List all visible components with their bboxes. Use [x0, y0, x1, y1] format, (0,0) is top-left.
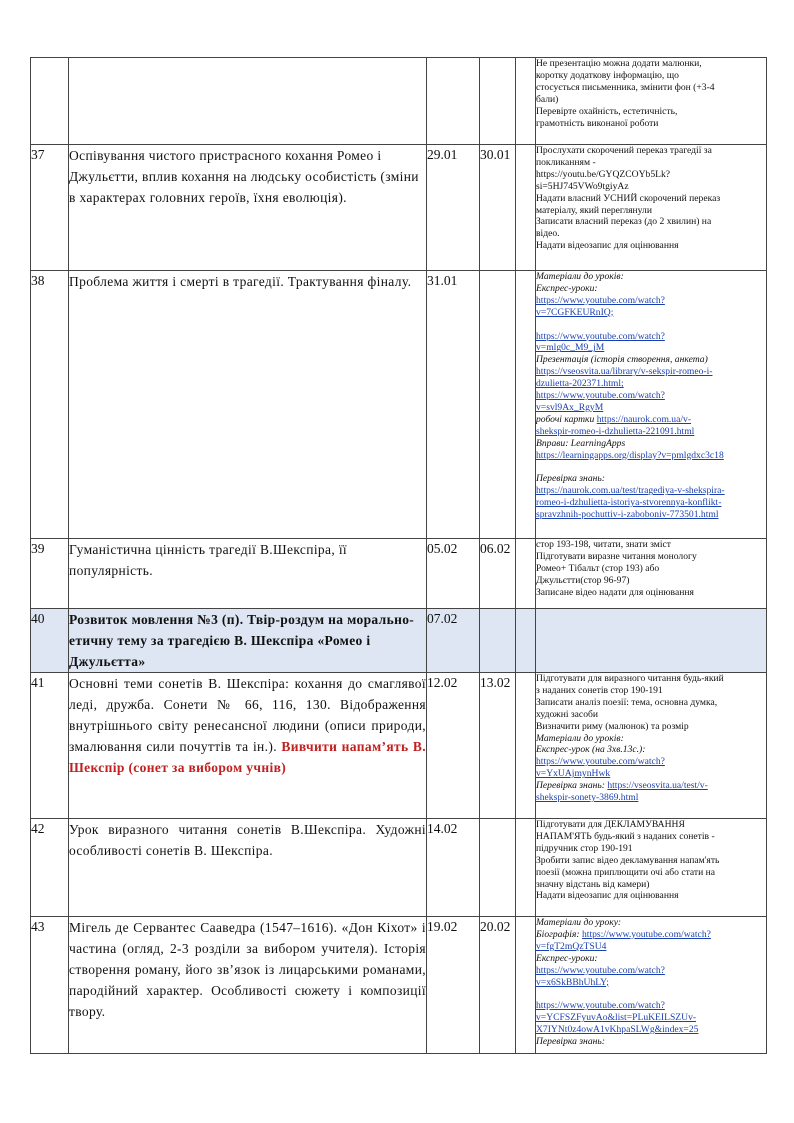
task-line — [536, 988, 766, 1000]
cell-gap — [516, 539, 536, 609]
table-row — [31, 917, 767, 1054]
cell-task — [536, 819, 767, 917]
lesson-number: 40 — [31, 609, 69, 673]
task-label: робочі картки — [536, 413, 595, 425]
task-line: матеріалу, який переглянули — [536, 204, 652, 216]
table-row — [31, 58, 767, 145]
cell-num — [31, 58, 69, 145]
task-line: Визначити риму (малюнок) та розмір — [536, 720, 689, 732]
lesson-date-alt: 06.02 — [480, 539, 516, 609]
task-line: НАПАМ'ЯТЬ будь-який з наданих сонетів - — [536, 830, 715, 842]
task-line: покликанням - — [536, 156, 596, 168]
cell-gap — [516, 58, 536, 145]
lesson-number: 37 — [31, 145, 69, 271]
vseosvita-test-link[interactable]: shekspir-sonety-3869.html — [536, 792, 639, 804]
task-line — [536, 319, 766, 331]
task-line: Джульєтти(стор 96-97) — [536, 574, 630, 586]
youtube-link[interactable]: v=YxUAjmynHwk — [536, 768, 611, 780]
youtube-link[interactable]: https://www.youtube.com/watch? — [536, 294, 665, 306]
table-row — [31, 609, 767, 673]
lesson-date: 07.02 — [427, 609, 480, 673]
vseosvita-test-link[interactable]: https://vseosvita.ua/test/v- — [607, 780, 708, 792]
naurok-link[interactable]: shekspir-romeo-i-dzhulietta-221091.html — [536, 425, 695, 437]
cell-gap — [516, 609, 536, 673]
task-line — [536, 414, 766, 426]
task-line: Експрес-уроки: — [536, 952, 598, 964]
task-line: з наданих сонетів стор 190-191 — [536, 684, 663, 696]
task-line: Надати відеозапис для оцінювання — [536, 890, 679, 902]
lesson-topic: Проблема життя і смерті в трагедії. Трактування фіналу. — [69, 271, 427, 539]
lesson-date: 05.02 — [427, 539, 480, 609]
task-line: Записане відео надати для оцінювання — [536, 586, 694, 598]
youtube-link[interactable]: v=mlg0c_M9_jM — [536, 342, 605, 354]
lesson-date: 19.02 — [427, 917, 480, 1054]
youtube-link[interactable]: v=svl9Ax_RgyM — [536, 401, 604, 413]
lesson-topic: Мігель де Сервантес Сааведра (1547–1616). «Дон Кіхот» і частина (огляд, 2-3 розділи за вибором учителя). Історія створення роману, його зв’язок із лицарськими романами, пародійний характер. Особливості сюжету і композиції твору. — [69, 917, 427, 1054]
vseosvita-link[interactable]: https://vseosvita.ua/library/v-sekspir-romeo-i- — [536, 366, 713, 378]
cell-task — [536, 145, 767, 271]
task-label: Перевірка знань: — [536, 780, 605, 792]
naurok-test-link[interactable]: romeo-i-dzhulietta-istoriya-stvorennya-konflikt- — [536, 497, 722, 509]
task-line: Надати власний УСНИЙ скорочений переказ — [536, 192, 721, 204]
task-line: Підготувати для виразного читання будь-який — [536, 673, 724, 684]
learningapps-link[interactable]: https://learningapps.org/display?v=pmlgdxc3c18 — [536, 449, 724, 461]
table-row — [31, 673, 767, 819]
video-link[interactable]: https://youtu.be/GYQZCOYb5Lk? — [536, 168, 671, 180]
task-line: Прослухати скорочений переказ трагедії за — [536, 145, 712, 156]
cell-gap — [516, 271, 536, 539]
naurok-test-link[interactable]: spravzhnih-pochuttiv-i-zaboboniv-773501.html — [536, 509, 719, 521]
cell-date-2 — [480, 58, 516, 145]
task-label: Біографія: — [536, 928, 580, 940]
lesson-number: 39 — [31, 539, 69, 609]
youtube-link[interactable]: X7IYNt0z4owA1vKhpaSLWg&index=25 — [536, 1024, 699, 1036]
cell-task — [536, 917, 767, 1054]
youtube-link[interactable]: https://www.youtube.com/watch? — [536, 330, 665, 342]
naurok-test-link[interactable]: https://naurok.com.ua/test/tragediya-v-shekspira- — [536, 485, 725, 497]
lesson-date-alt: 13.02 — [480, 673, 516, 819]
lesson-topic: Оспівування чистого пристрасного кохання Ромео і Джульєтти, вплив кохання на людську особистість (зміни в характерах головних героїв, їхня еволюція). — [69, 145, 427, 271]
task-line: Надати відеозапис для оцінювання — [536, 240, 679, 252]
youtube-link[interactable]: https://www.youtube.com/watch? — [536, 756, 665, 768]
youtube-link[interactable]: https://www.youtube.com/watch? — [536, 390, 665, 402]
lesson-plan-table — [30, 57, 767, 1054]
task-line: Підготувати виразне читання монологу — [536, 550, 697, 562]
vseosvita-link[interactable]: dzulietta-202371.html; — [536, 378, 624, 390]
cell-gap — [516, 819, 536, 917]
lesson-number: 38 — [31, 271, 69, 539]
lesson-number: 41 — [31, 673, 69, 819]
lesson-date-alt: 20.02 — [480, 917, 516, 1054]
youtube-link[interactable]: v=x6SkBBhUhLY; — [536, 976, 609, 988]
cell-date-1 — [427, 58, 480, 145]
task-line — [536, 780, 766, 792]
task-line: бали) — [536, 93, 559, 105]
cell-gap — [516, 917, 536, 1054]
cell-task — [536, 609, 767, 673]
task-line — [536, 929, 766, 941]
task-line: стосується письменника, змінити фон (+3-4 — [536, 81, 715, 93]
task-line: Матеріали до уроків: — [536, 271, 624, 282]
task-line: Записати власний переказ (до 2 хвилин) на — [536, 216, 712, 228]
lesson-topic: Розвиток мовлення №3 (п). Твір-роздум на морально-етичну тему за трагедією В. Шекспіра «Ромео і Джульєтта» — [69, 609, 427, 673]
task-line: Записати аналіз поезії: тема, основна думка, — [536, 696, 718, 708]
youtube-link[interactable]: v=7CGFKEURnIQ; — [536, 306, 614, 318]
task-line: Перевірка знань: — [536, 1036, 605, 1048]
task-line: поезії (можна приплющити очі або стати на — [536, 866, 716, 878]
task-line: стор 193-198, читати, знати зміст — [536, 539, 671, 550]
lesson-date: 29.01 — [427, 145, 480, 271]
video-link[interactable]: si=5HJ745VWo9tgiyAz — [536, 180, 629, 192]
task-line — [536, 462, 766, 474]
youtube-link[interactable]: https://www.youtube.com/watch? — [536, 964, 665, 976]
cell-gap — [516, 673, 536, 819]
youtube-link[interactable]: v=YCFSZFyuvAo&list=PLuKEILSZUv- — [536, 1012, 697, 1024]
task-line: Підготувати для ДЕКЛАМУВАННЯ — [536, 819, 685, 830]
task-line: Перевірте охайність, естетичність, — [536, 105, 678, 117]
task-line: Вправи: LearningApps — [536, 437, 626, 449]
cell-topic — [69, 58, 427, 145]
lesson-date: 14.02 — [427, 819, 480, 917]
cell-task — [536, 271, 767, 539]
task-line: Експрес-урок (на 3хв.13с.): — [536, 744, 646, 756]
youtube-link[interactable]: https://www.youtube.com/watch? — [582, 928, 711, 940]
task-line: Матеріали до уроків: — [536, 732, 624, 744]
lesson-date-alt: 30.01 — [480, 145, 516, 271]
task-line: Зробити запис відео декламування напам'ять — [536, 854, 720, 866]
lesson-topic: Гуманістична цінність трагедії В.Шекспіра, її популярність. — [69, 539, 427, 609]
task-line: Перевірка знань: — [536, 473, 605, 485]
table-row — [31, 819, 767, 917]
naurok-link[interactable]: https://naurok.com.ua/v- — [596, 413, 692, 425]
task-line: підручник стор 190-191 — [536, 842, 633, 854]
task-line: Матеріали до уроку: — [536, 917, 622, 928]
task-line: коротку додаткову інформацію, що — [536, 69, 679, 81]
task-line: відео. — [536, 228, 560, 240]
table-row — [31, 145, 767, 271]
task-line: грамотність виконаної роботи — [536, 117, 659, 129]
table-row — [31, 271, 767, 539]
task-line: значну відстань від камери) — [536, 878, 650, 890]
task-line: художні засоби — [536, 708, 599, 720]
lesson-date-alt — [480, 819, 516, 917]
task-line: Експрес-уроки: — [536, 282, 598, 294]
lesson-number: 42 — [31, 819, 69, 917]
topic-text: Основні теми сонетів В. Шекспіра: кохання до смаглявої леді, дружба. Сонети № 66, 116, 130. Відображення внутрішнього світу ренесансної людини (описи природи, змалювання сили почуттів та ін.). — [69, 676, 426, 754]
lesson-date: 31.01 — [427, 271, 480, 539]
task-line: Презентація (історія створення, анкета) — [536, 354, 708, 366]
cell-task — [536, 673, 767, 819]
lesson-date-alt — [480, 609, 516, 673]
task-line: Не презентацію можна додати малюнки, — [536, 58, 702, 69]
lesson-number: 43 — [31, 917, 69, 1054]
memorize-note: Вивчити напам’ять В. Шекспір (сонет за вибором учнів) — [69, 739, 426, 775]
youtube-link[interactable]: v=fgT2mQzTSU4 — [536, 940, 607, 952]
task-line: Ромео+ Тібальт (стор 193) або — [536, 562, 660, 574]
lesson-topic: Урок виразного читання сонетів В.Шекспіра. Художні особливості сонетів В. Шекспіра. — [69, 819, 427, 917]
cell-task — [536, 58, 767, 145]
lesson-topic — [69, 673, 427, 819]
youtube-link[interactable]: https://www.youtube.com/watch? — [536, 1000, 665, 1012]
cell-task — [536, 539, 767, 609]
lesson-date-alt — [480, 271, 516, 539]
cell-gap — [516, 145, 536, 271]
lesson-date: 12.02 — [427, 673, 480, 819]
table-row — [31, 539, 767, 609]
